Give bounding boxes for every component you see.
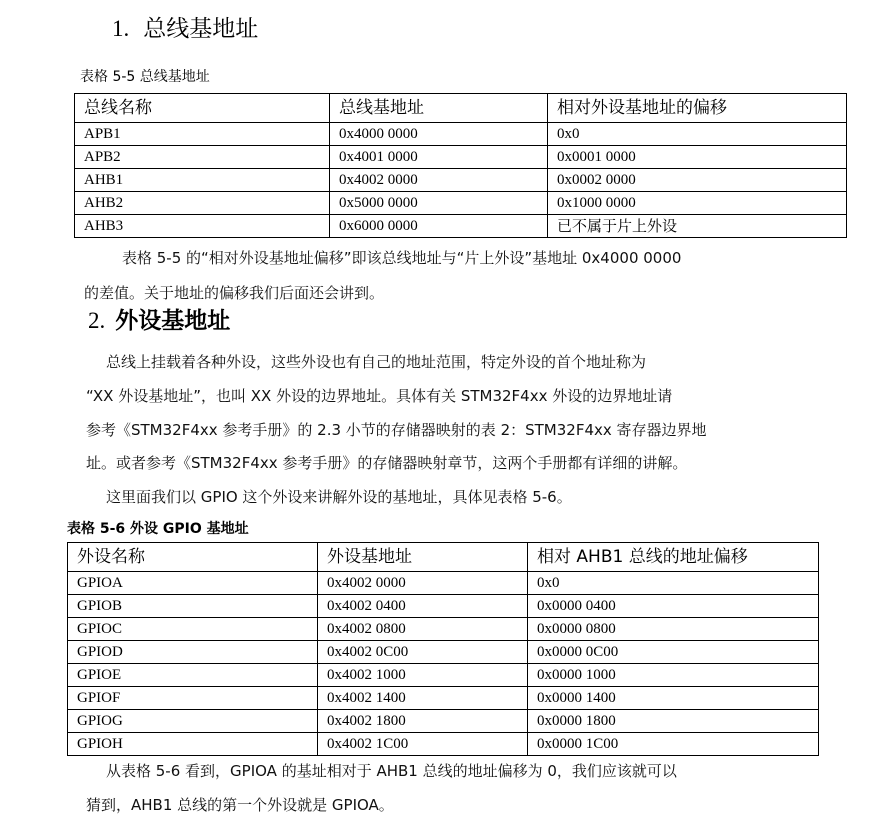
table-row xyxy=(75,169,847,192)
bus-base-address-table xyxy=(74,93,847,238)
table-row xyxy=(68,572,819,595)
table-5-5-caption: 表格 5-5 总线基地址 xyxy=(80,69,210,85)
section-1-number: 1. xyxy=(112,16,130,41)
table-header-row xyxy=(68,543,819,572)
gpio-base-address-table xyxy=(67,542,819,756)
paragraph-line: 这里面我们以 GPIO 这个外设来讲解外设的基地址，具体见表格 5-6。 xyxy=(106,488,572,506)
header-bus-name: 总线名称 xyxy=(75,94,330,123)
table-row xyxy=(75,123,847,146)
cell-peripheral-name: GPIOD xyxy=(68,641,318,664)
cell-offset: 0x0 xyxy=(548,123,847,146)
cell-offset: 0x0000 1800 xyxy=(528,710,819,733)
cell-base-address: 0x5000 0000 xyxy=(330,192,548,215)
cell-base-address: 0x4002 0C00 xyxy=(318,641,528,664)
cell-base-address: 0x4002 0400 xyxy=(318,595,528,618)
cell-bus-name: AHB1 xyxy=(75,169,330,192)
section-2-number: 2. xyxy=(88,308,106,333)
paragraph-line: “XX 外设基地址”，也叫 XX 外设的边界地址。具体有关 STM32F4xx 外设的边界地址请 xyxy=(86,387,673,405)
cell-peripheral-name: GPIOG xyxy=(68,710,318,733)
paragraph-line: 址。或者参考《STM32F4xx 参考手册》的存储器映射章节，这两个手册都有详细的讲解。 xyxy=(86,454,688,472)
cell-bus-name: APB2 xyxy=(75,146,330,169)
table-row xyxy=(75,192,847,215)
cell-offset: 0x0000 0800 xyxy=(528,618,819,641)
cell-offset: 0x0002 0000 xyxy=(548,169,847,192)
table-row xyxy=(75,215,847,238)
table-header-row xyxy=(75,94,847,123)
header-bus-base-address: 总线基地址 xyxy=(330,94,548,123)
cell-offset: 已不属于片上外设 xyxy=(548,215,847,238)
table-row xyxy=(68,618,819,641)
paragraph-line: 表格 5-5 的“相对外设基地址偏移”即该总线地址与“片上外设”基地址 0x4000 0000 xyxy=(122,249,682,267)
cell-peripheral-name: GPIOB xyxy=(68,595,318,618)
paragraph-line: 参考《STM32F4xx 参考手册》的 2.3 小节的存储器映射的表 2：STM32F4xx 寄存器边界地 xyxy=(86,421,707,439)
header-offset: 相对外设基地址的偏移 xyxy=(548,94,847,123)
section-1-heading xyxy=(112,10,258,43)
cell-peripheral-name: GPIOF xyxy=(68,687,318,710)
header-ahb1-offset: 相对 AHB1 总线的地址偏移 xyxy=(528,543,819,572)
cell-offset: 0x0000 0C00 xyxy=(528,641,819,664)
section-2-heading xyxy=(88,302,230,335)
cell-base-address: 0x4002 0000 xyxy=(330,169,548,192)
section-2-title: 外设基地址 xyxy=(115,308,231,334)
cell-base-address: 0x4000 0000 xyxy=(330,123,548,146)
paragraph-line: 猜到，AHB1 总线的第一个外设就是 GPIOA。 xyxy=(86,796,394,814)
table-row xyxy=(68,664,819,687)
section-1-title: 总线基地址 xyxy=(143,16,259,42)
paragraph-line: 的差值。关于地址的偏移我们后面还会讲到。 xyxy=(84,284,385,302)
header-peripheral-base-address: 外设基地址 xyxy=(318,543,528,572)
cell-base-address: 0x6000 0000 xyxy=(330,215,548,238)
cell-offset: 0x0001 0000 xyxy=(548,146,847,169)
cell-bus-name: AHB2 xyxy=(75,192,330,215)
cell-bus-name: APB1 xyxy=(75,123,330,146)
cell-peripheral-name: GPIOE xyxy=(68,664,318,687)
cell-offset: 0x0 xyxy=(528,572,819,595)
cell-base-address: 0x4002 0800 xyxy=(318,618,528,641)
cell-offset: 0x0000 1400 xyxy=(528,687,819,710)
cell-offset: 0x0000 1000 xyxy=(528,664,819,687)
table-row xyxy=(68,687,819,710)
table-row xyxy=(68,641,819,664)
cell-base-address: 0x4002 1400 xyxy=(318,687,528,710)
cell-offset: 0x1000 0000 xyxy=(548,192,847,215)
cell-base-address: 0x4002 1800 xyxy=(318,710,528,733)
cell-offset: 0x0000 1C00 xyxy=(528,733,819,756)
paragraph-line: 总线上挂载着各种外设，这些外设也有自己的地址范围，特定外设的首个地址称为 xyxy=(106,353,647,371)
table-row xyxy=(75,146,847,169)
cell-base-address: 0x4002 1C00 xyxy=(318,733,528,756)
cell-bus-name: AHB3 xyxy=(75,215,330,238)
cell-offset: 0x0000 0400 xyxy=(528,595,819,618)
cell-base-address: 0x4001 0000 xyxy=(330,146,548,169)
cell-peripheral-name: GPIOA xyxy=(68,572,318,595)
cell-peripheral-name: GPIOC xyxy=(68,618,318,641)
cell-peripheral-name: GPIOH xyxy=(68,733,318,756)
table-row xyxy=(68,733,819,756)
table-row xyxy=(68,595,819,618)
cell-base-address: 0x4002 0000 xyxy=(318,572,528,595)
header-peripheral-name: 外设名称 xyxy=(68,543,318,572)
table-row xyxy=(68,710,819,733)
table-5-6-caption: 表格 5-6 外设 GPIO 基地址 xyxy=(67,521,249,537)
paragraph-line: 从表格 5-6 看到，GPIOA 的基址相对于 AHB1 总线的地址偏移为 0，我们应该就可以 xyxy=(106,762,677,780)
cell-base-address: 0x4002 1000 xyxy=(318,664,528,687)
